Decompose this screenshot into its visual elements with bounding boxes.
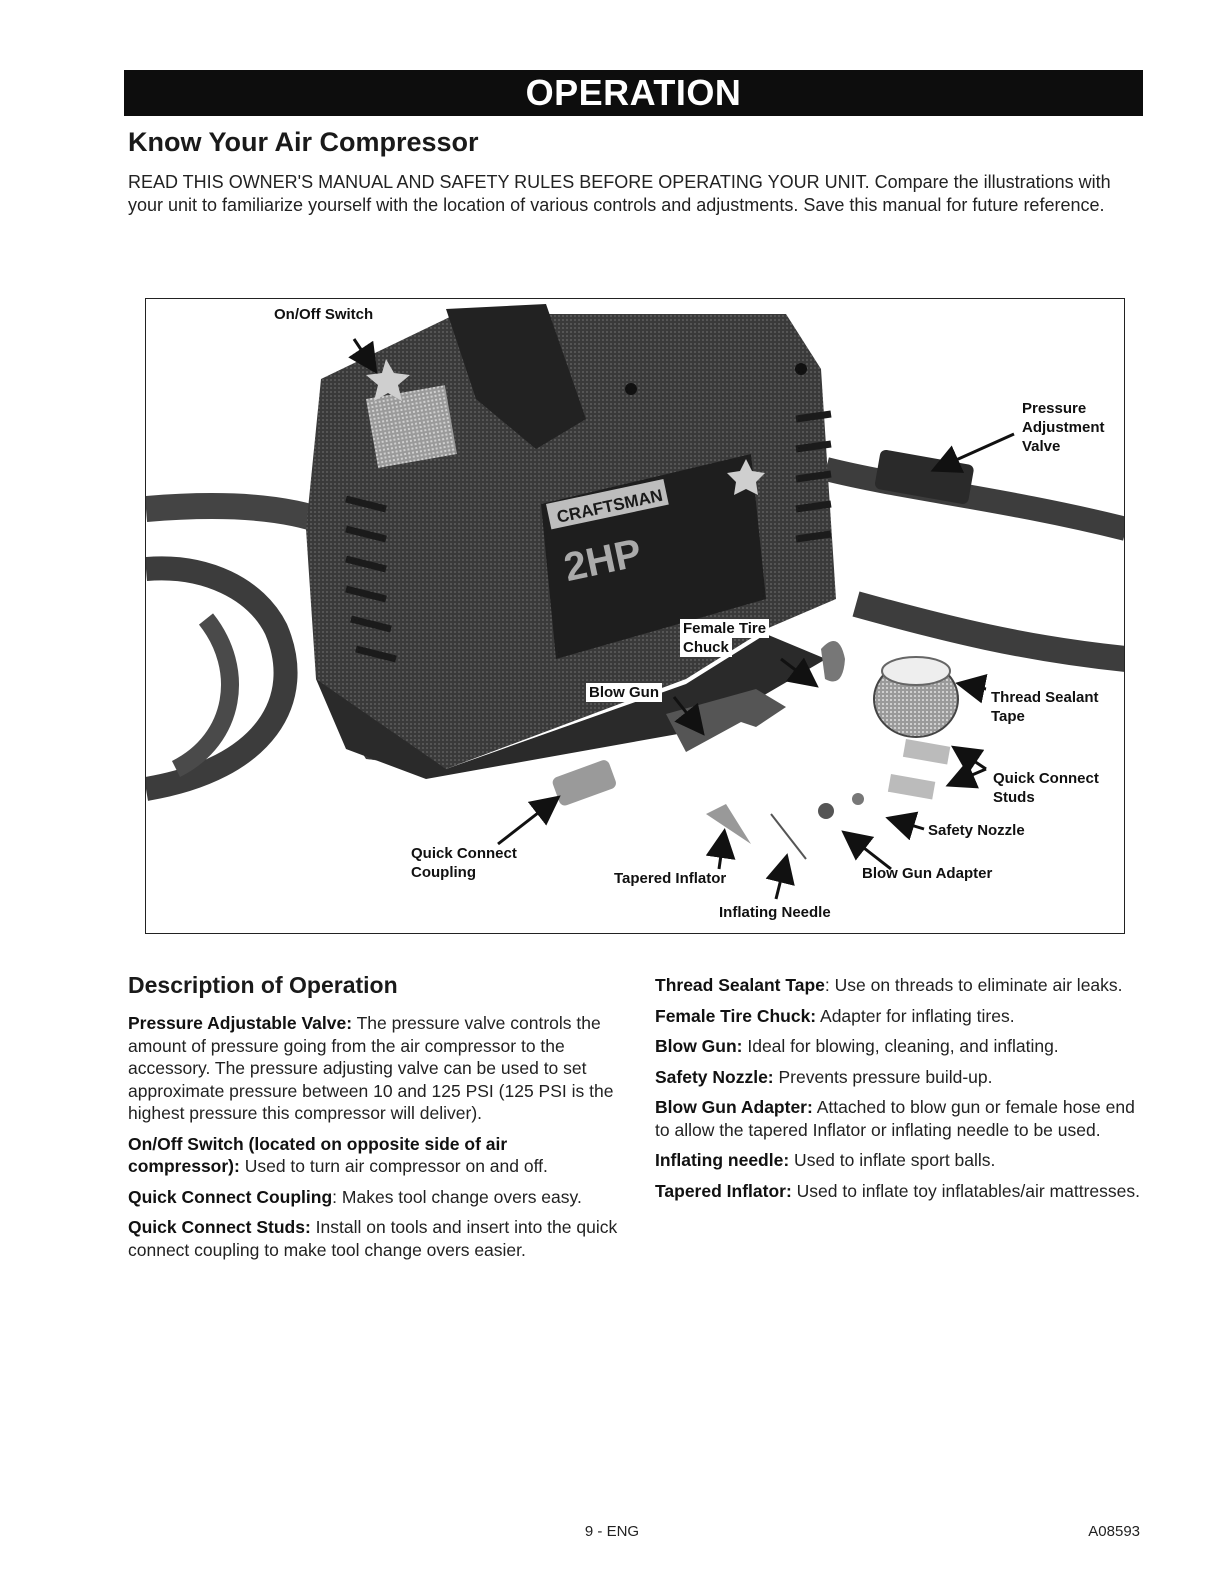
label-quick-connect-coupling-line1: Quick Connect: [411, 845, 517, 862]
desc-pressure-valve: Pressure Adjustable Valve: The pressure valve controls the amount of pressure going from the air compressor to the accessory. The pressure adjusting valve can be used to set approximate pressure between 10 and 125 PSI (125 PSI is the highest pressure this compressor will deliver).: [128, 1013, 614, 1123]
label-tapered-inflator: Tapered Inflator: [614, 870, 727, 887]
desc-tapered-inflator: Tapered Inflator: Used to inflate toy inflatables/air mattresses.: [655, 1180, 1140, 1201]
desc-quick-connect-coupling: Quick Connect Coupling: Makes tool change overs easy.: [128, 1186, 582, 1207]
document-code: A08593: [1088, 1523, 1140, 1540]
label-female-tire-chuck-line1: Female Tire: [680, 619, 769, 638]
description-left-column: [128, 1012, 618, 1269]
label-pressure-valve-line2: Adjustment: [1022, 419, 1105, 436]
desc-safety-nozzle: Safety Nozzle: Prevents pressure build-up.: [655, 1066, 993, 1087]
desc-blow-gun: Blow Gun: Ideal for blowing, cleaning, and inflating.: [655, 1036, 1059, 1056]
label-thread-sealant-line2: Tape: [991, 708, 1025, 725]
label-female-tire-chuck-line2: Chuck: [680, 638, 732, 657]
desc-thread-sealant: Thread Sealant Tape: Use on threads to eliminate air leaks.: [655, 975, 1123, 995]
page-number: 9 - ENG: [584, 1523, 640, 1540]
desc-female-tire-chuck: Female Tire Chuck: Adapter for inflating tires.: [655, 1005, 1015, 1026]
label-pressure-valve-line3: Valve: [1022, 438, 1061, 455]
label-blow-gun-adapter: Blow Gun Adapter: [862, 865, 993, 882]
desc-on-off-switch: On/Off Switch (located on opposite side of air compressor): Used to turn air compressor on and off.: [128, 1133, 548, 1176]
label-inflating-needle: Inflating Needle: [719, 904, 831, 921]
label-thread-sealant-line1: Thread Sealant: [991, 689, 1099, 706]
desc-inflating-needle: Inflating needle: Used to inflate sport balls.: [655, 1150, 996, 1170]
model-label: 2HP: [560, 530, 646, 591]
label-quick-connect-studs-line1: Quick Connect: [993, 770, 1099, 787]
label-quick-connect-coupling-line2: Coupling: [411, 864, 476, 881]
page-title: Know Your Air Compressor: [128, 127, 479, 157]
section-heading-description: Description of Operation: [128, 972, 398, 998]
intro-paragraph: READ THIS OWNER'S MANUAL AND SAFETY RULES BEFORE OPERATING YOUR UNIT. Compare the illustrations with your unit to familiarize yourself with the location of various controls and adjustments. Save this manual for future reference.: [128, 172, 1111, 215]
label-on-off-switch: On/Off Switch: [274, 306, 374, 323]
label-blow-gun: Blow Gun: [586, 683, 662, 702]
compressor-illustration: [145, 298, 1125, 934]
brand-label: CRAFTSMAN: [555, 485, 665, 527]
desc-blow-gun-adapter: Blow Gun Adapter: Attached to blow gun or female hose end to allow the tapered Inflator or inflating needle to be used.: [655, 1097, 1135, 1140]
label-safety-nozzle: Safety Nozzle: [928, 822, 1025, 839]
label-pressure-valve-line1: Pressure: [1022, 400, 1087, 417]
section-banner: OPERATION: [124, 70, 1143, 116]
label-quick-connect-studs-line2: Studs: [993, 789, 1035, 806]
description-right-column: [655, 974, 1140, 1210]
desc-quick-connect-studs: Quick Connect Studs: Install on tools and insert into the quick connect coupling to make tool change overs easier.: [128, 1217, 618, 1260]
